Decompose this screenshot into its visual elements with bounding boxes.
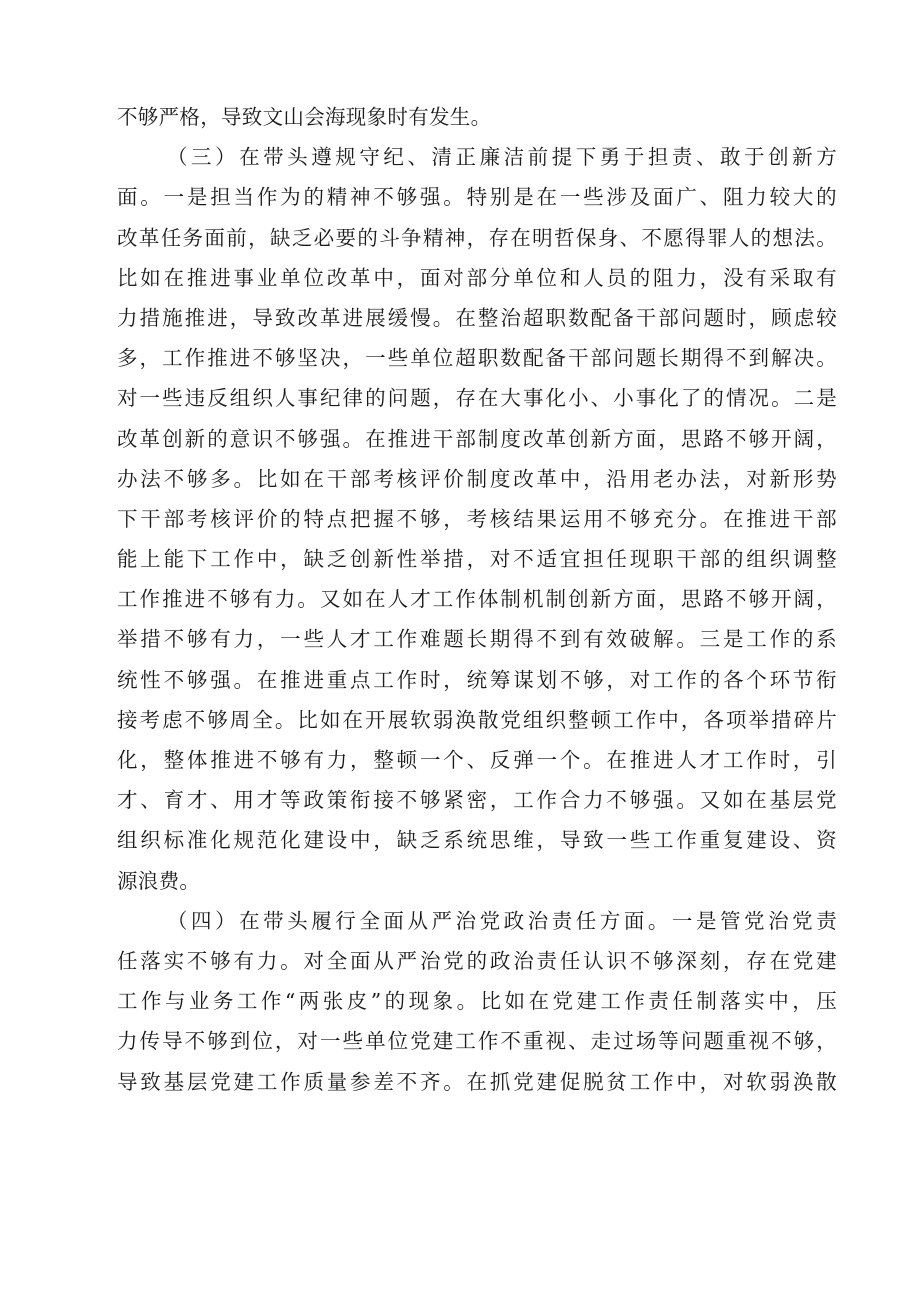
text-line: 能上能下工作中，缺乏创新性举措，对不适宜担任现职干部的组织调整 [117, 547, 837, 572]
text-line: （三）在带头遵规守纪、清正廉洁前提下勇于担责、敢于创新方 [167, 145, 837, 170]
text-line: 力措施推进，导致改革进展缓慢。在整治超职数配备干部问题时，顾虑较 [117, 305, 837, 330]
text-line: 举措不够有力，一些人才工作难题长期得不到有效破解。三是工作的系 [117, 627, 837, 652]
text-line: 统性不够强。在推进重点工作时，统筹谋划不够，对工作的各个环节衔 [117, 667, 837, 692]
text-line: 导致基层党建工作质量参差不齐。在抓党建促脱贫工作中，对软弱涣散 [117, 1069, 837, 1094]
text-line: 比如在推进事业单位改革中，面对部分单位和人员的阻力，没有采取有 [117, 265, 837, 290]
text-line: 工作推进不够有力。又如在人才工作体制机制创新方面，思路不够开阔， [117, 587, 837, 612]
text-line: 多，工作推进不够坚决，一些单位超职数配备干部问题长期得不到解决。 [117, 346, 837, 371]
text-line: 组织标准化规范化建设中，缺乏系统思维，导致一些工作重复建设、资 [117, 828, 837, 853]
text-line: 力传导不够到位，对一些单位党建工作不重视、走过场等问题重视不够， [117, 1029, 837, 1054]
text-line: 才、育才、用才等政策衔接不够紧密，工作合力不够强。又如在基层党 [117, 788, 837, 813]
text-line: 面。一是担当作为的精神不够强。特别是在一些涉及面广、阻力较大的 [117, 185, 837, 210]
text-line: 接考虑不够周全。比如在开展软弱涣散党组织整顿工作中，各项举措碎片 [117, 707, 837, 732]
text-line: 源浪费。 [117, 868, 201, 893]
text-line: 对一些违反组织人事纪律的问题，存在大事化小、小事化了的情况。二是 [117, 386, 837, 411]
document-body [117, 97, 837, 1102]
text-line: 任落实不够有力。对全面从严治党的政治责任认识不够深刻，存在党建 [117, 948, 837, 973]
text-line: 化，整体推进不够有力，整顿一个、反弹一个。在推进人才工作时，引 [117, 748, 837, 772]
text-line: 工作与业务工作“两张皮”的现象。比如在党建工作责任制落实中，压 [117, 989, 837, 1014]
text-line: 办法不够多。比如在干部考核评价制度改革中，沿用老办法，对新形势 [117, 466, 837, 491]
text-line: 改革任务面前，缺乏必要的斗争精神，存在明哲保身、不愿得罪人的想法。 [117, 225, 837, 250]
text-line: 不够严格，导致文山会海现象时有发生。 [117, 105, 492, 129]
text-line: 改革创新的意识不够强。在推进干部制度改革创新方面，思路不够开阔， [117, 426, 837, 451]
text-line: （四）在带头履行全面从严治党政治责任方面。一是管党治党责 [167, 908, 837, 933]
text-line: 下干部考核评价的特点把握不够，考核结果运用不够充分。在推进干部 [117, 506, 837, 531]
